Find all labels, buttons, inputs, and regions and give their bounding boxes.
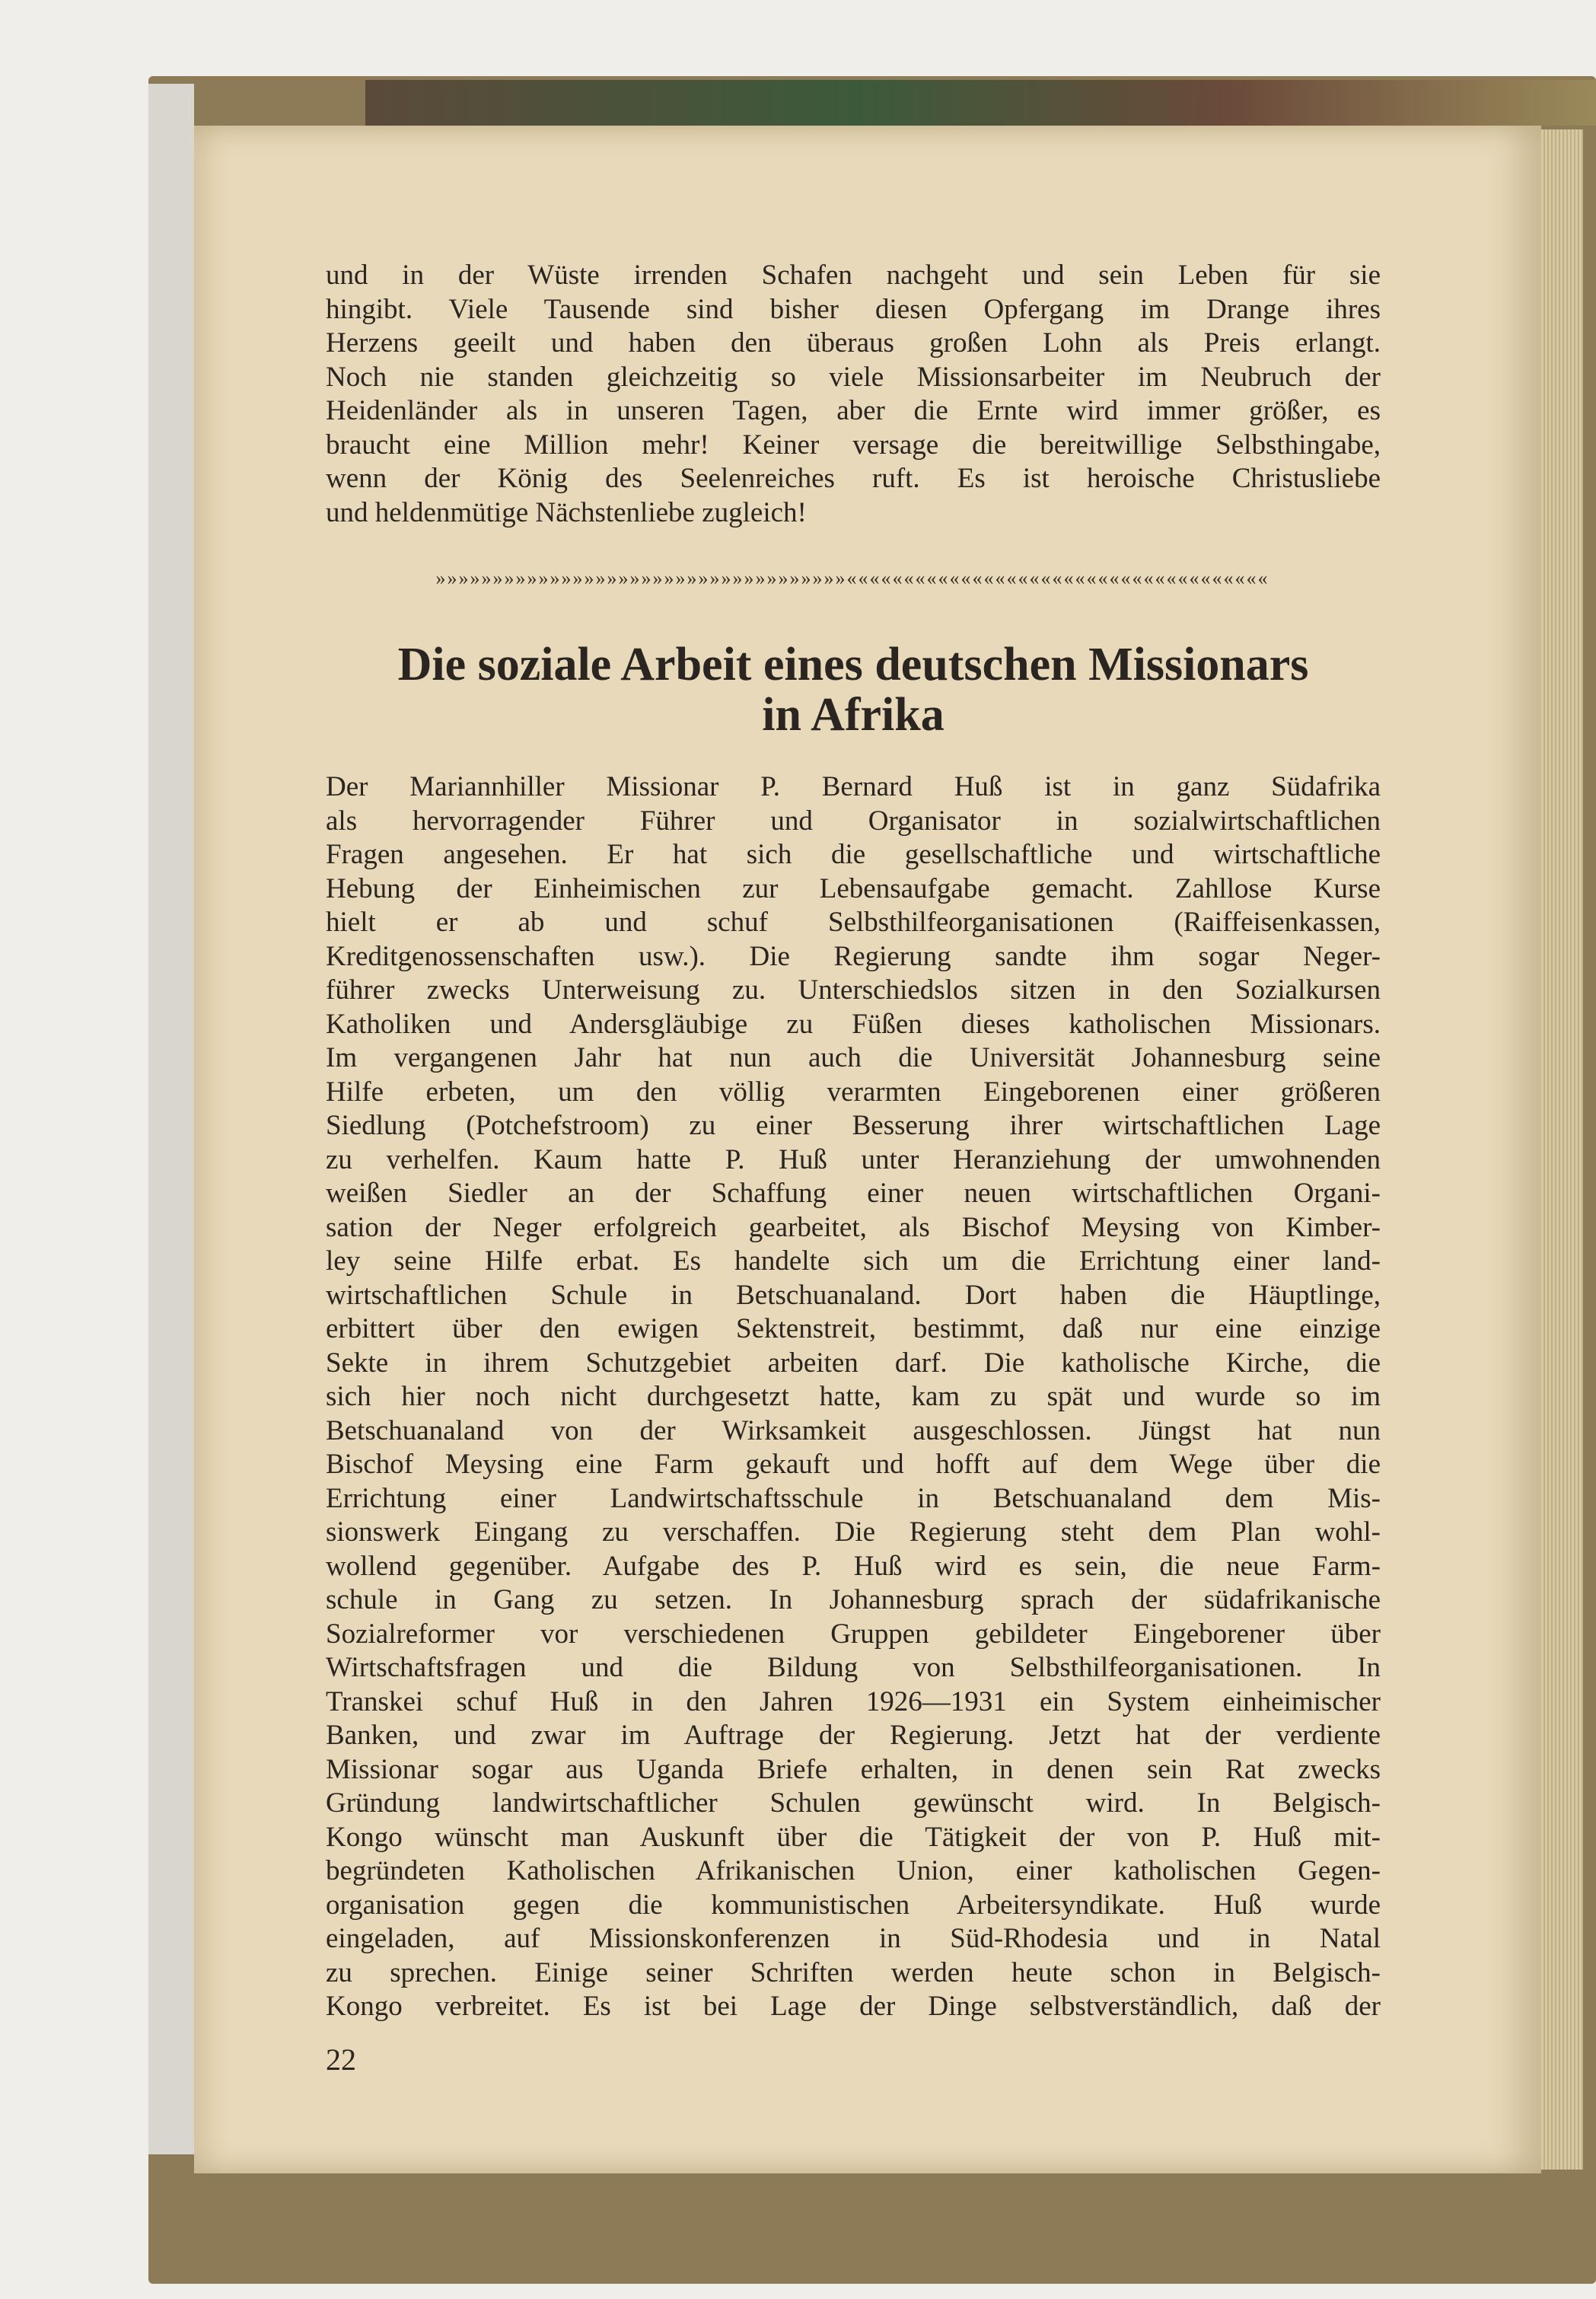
intro-paragraph [326,259,1381,530]
text-line: Im vergangenen Jahr hat nun auch die Universität Johannesburg seine [326,1042,1381,1073]
text-line: ley seine Hilfe erbat. Es handelte sich um die Errichtung einer land- [326,1245,1381,1277]
cover-marbled-edge [365,80,1596,126]
text-line: Noch nie standen gleichzeitig so viele Missionsarbeiter im Neubruch der [326,361,1381,393]
text-line: eingeladen, auf Missionskonferenzen in Süd-Rhodesia und in Natal [326,1923,1381,1954]
text-line: Siedlung (Potchefstroom) zu einer Besserung ihrer wirtschaftlichen Lage [326,1110,1381,1141]
page-edges [1537,129,1583,2170]
body-paragraph [326,770,1381,2024]
ornamental-divider: »»»»»»»»»»»»»»»»»»»»»»»»»»»»»»»»»»»»««««««««««««««««««««««««««««««««««««« [435,567,1269,589]
text-line: Gründung landwirtschaftlicher Schulen gewünscht wird. In Belgisch- [326,1787,1381,1819]
text-line: Fragen angesehen. Er hat sich die gesellschaftliche und wirtschaftliche [326,839,1381,870]
text-line: Hebung der Einheimischen zur Lebensaufgabe gemacht. Zahllose Kurse [326,872,1381,904]
text-line: Herzens geeilt und haben den überaus großen Lohn als Preis erlangt. [326,327,1381,359]
text-line: Transkei schuf Huß in den Jahren 1926—1931 ein System einheimischer [326,1685,1381,1717]
title-line: in Afrika [762,689,945,741]
text-line: begründeten Katholischen Afrikanischen Union, einer katholischen Gegen- [326,1855,1381,1886]
text-line: und heldenmütige Nächstenliebe zugleich! [326,496,807,528]
text-line: zu sprechen. Einige seiner Schriften werden heute schon in Belgisch- [326,1956,1381,1988]
text-line: Heidenländer als in unseren Tagen, aber die Ernte wird immer größer, es [326,395,1381,426]
text-line: braucht eine Million mehr! Keiner versage die bereitwillige Selbsthingabe, [326,429,1381,461]
text-line: Kreditgenossenschaften usw.). Die Regierung sandte ihm sogar Neger- [326,940,1381,972]
text-line: Betschuanaland von der Wirksamkeit ausgeschlossen. Jüngst hat nun [326,1414,1381,1446]
page-number: 22 [326,2042,356,2077]
text-line: Kongo verbreitet. Es ist bei Lage der Dinge selbstverständlich, daß der [326,1991,1381,2022]
text-line: Sekte in ihrem Schutzgebiet arbeiten darf. Die katholische Kirche, die [326,1347,1381,1379]
text-line: Missionar sogar aus Uganda Briefe erhalten, in denen sein Rat zwecks [326,1753,1381,1785]
text-line: Kongo wünscht man Auskunft über die Tätigkeit der von P. Huß mit- [326,1821,1381,1853]
text-line: wollend gegenüber. Aufgabe des P. Huß wird es sein, die neue Farm- [326,1550,1381,1582]
text-line: wenn der König des Seelenreiches ruft. Es ist heroische Christusliebe [326,463,1381,494]
text-line: Wirtschaftsfragen und die Bildung von Selbsthilfeorganisationen. In [326,1652,1381,1683]
text-line: hingibt. Viele Tausende sind bisher diesen Opfergang im Drange ihres [326,293,1381,325]
text-line: sich hier noch nicht durchgesetzt hatte, kam zu spät und wurde so im [326,1381,1381,1412]
text-line: Hilfe erbeten, um den völlig verarmten Eingeborenen einer größeren [326,1076,1381,1108]
text-line: erbittert über den ewigen Sektenstreit, bestimmt, daß nur eine einzige [326,1313,1381,1344]
article-title [326,639,1381,740]
text-line: als hervorragender Führer und Organisator in sozialwirtschaftlichen [326,805,1381,837]
text-line: Sozialreformer vor verschiedenen Gruppen gebildeter Eingeborener über [326,1618,1381,1650]
text-line: sionswerk Eingang zu verschaffen. Die Regierung steht dem Plan wohl- [326,1516,1381,1548]
text-line: Katholiken und Andersgläubige zu Füßen dieses katholischen Missionars. [326,1008,1381,1040]
text-line: führer zwecks Unterweisung zu. Unterschiedslos sitzen in den Sozialkursen [326,974,1381,1006]
text-line: weißen Siedler an der Schaffung einer neuen wirtschaftlichen Organi- [326,1178,1381,1209]
text-line: und in der Wüste irrenden Schafen nachgeht und sein Leben für sie [326,260,1381,291]
text-line: hielt er ab und schuf Selbsthilfeorganisationen (Raiffeisenkassen, [326,907,1381,938]
text-line: Bischof Meysing eine Farm gekauft und hofft auf dem Wege über die [326,1449,1381,1480]
text-line: Errichtung einer Landwirtschaftsschule in Betschuanaland dem Mis- [326,1482,1381,1514]
title-line: Die soziale Arbeit eines deutschen Missionars [397,639,1309,690]
text-line: Der Mariannhiller Missionar P. Bernard Huß ist in ganz Südafrika [326,771,1381,802]
text-line: sation der Neger erfolgreich gearbeitet, als Bischof Meysing von Kimber- [326,1211,1381,1243]
text-line: wirtschaftlichen Schule in Betschuanaland. Dort haben die Häuptlinge, [326,1279,1381,1311]
text-line: zu verhelfen. Kaum hatte P. Huß unter Heranziehung der umwohnenden [326,1143,1381,1175]
book-spine [148,84,194,2154]
text-line: Banken, und zwar im Auftrage der Regierung. Jetzt hat der verdiente [326,1720,1381,1751]
text-line: schule in Gang zu setzen. In Johannesburg sprach der südafrikanische [326,1584,1381,1615]
text-line: organisation gegen die kommunistischen Arbeitersyndikate. Huß wurde [326,1889,1381,1921]
